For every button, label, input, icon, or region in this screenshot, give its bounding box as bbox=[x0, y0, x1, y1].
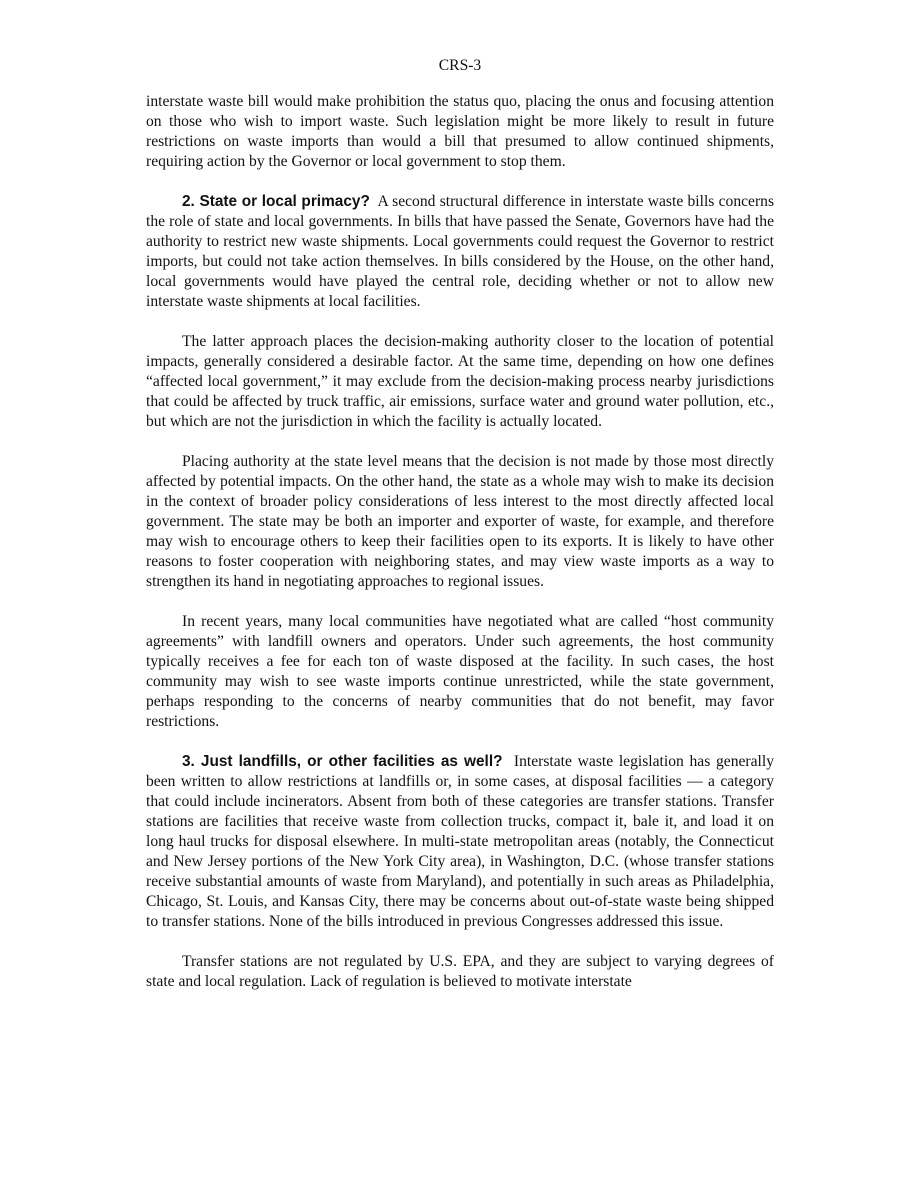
paragraph-2 bbox=[146, 192, 774, 312]
paragraph-4 bbox=[146, 452, 774, 592]
paragraph-text: Transfer stations are not regulated by U.S. EPA, and they are subject to varying degrees of state and local regulation. Lack of regulation is believed to motivate interstate bbox=[146, 953, 774, 990]
section-heading-landfills-other-facilities: 3. Just landfills, or other facilities as well? bbox=[182, 753, 503, 770]
paragraph-text: In recent years, many local communities have negotiated what are called “host community agreements” with landfill owners and operators. Under such agreements, the host community typically receives a fee for each ton of waste disposed at the facility. In such cases, the host community may wish to see waste imports continue unrestricted, while the state government, perhaps responding to the concerns of nearby communities that do not benefit, may favor restrictions. bbox=[146, 613, 774, 730]
paragraph-text: Interstate waste legislation has generally been written to allow restrictions at landfills or, in some cases, at disposal facilities — a category that could include incinerators. Absent from both of these categories are transfer stations. Transfer stations are facilities that receive waste from collection trucks, compact it, bale it, and load it on long haul trucks for disposal elsewhere. In multi-state metropolitan areas (notably, the Connecticut and New Jersey portions of the New York City area), in Washington, D.C. (whose transfer stations receive substantial amounts of waste from Maryland), and potentially in such areas as Philadelphia, Chicago, St. Louis, and Kansas City, there may be concerns about out-of-state waste being shipped to transfer stations. None of the bills introduced in previous Congresses addressed this issue. bbox=[146, 753, 775, 930]
paragraph-6 bbox=[146, 752, 774, 932]
section-heading-state-local-primacy: 2. State or local primacy? bbox=[182, 193, 370, 210]
paragraph-1 bbox=[146, 92, 774, 172]
paragraph-3 bbox=[146, 332, 774, 432]
paragraph-7 bbox=[146, 952, 774, 992]
page-header: CRS-3 bbox=[438, 57, 482, 74]
paragraph-text: A second structural difference in interstate waste bills concerns the role of state and local governments. In bills that have passed the Senate, Governors have had the authority to restrict new waste shipments. Local governments could request the Governor to restrict imports, but could not take action themselves. In bills considered by the House, on the other hand, local governments would have played the central role, deciding whether or not to allow new interstate waste shipments at local facilities. bbox=[146, 193, 775, 310]
document-page bbox=[146, 56, 774, 1012]
paragraph-5 bbox=[146, 612, 774, 732]
paragraph-text: Placing authority at the state level means that the decision is not made by those most directly affected by potential impacts. On the other hand, the state as a whole may wish to make its decision in the context of broader policy considerations of less interest to the most directly affected local government. The state may be both an importer and exporter of waste, for example, and therefore may wish to encourage others to keep their facilities open to its exports. It is likely to have other reasons to foster cooperation with neighboring states, and may view waste imports as a way to strengthen its hand in negotiating approaches to regional issues. bbox=[146, 453, 774, 590]
paragraph-text: The latter approach places the decision-making authority closer to the location of potential impacts, generally considered a desirable factor. At the same time, depending on how one defines “affected local government,” it may exclude from the decision-making process nearby jurisdictions that could be affected by truck traffic, air emissions, surface water and ground water pollution, etc., but which are not the jurisdiction in which the facility is actually located. bbox=[146, 333, 774, 430]
paragraph-text: interstate waste bill would make prohibition the status quo, placing the onus and focusing attention on those who wish to import waste. Such legislation might be more likely to result in future restrictions on waste imports than would a bill that presumed to allow continued shipments, requiring action by the Governor or local government to stop them. bbox=[146, 93, 774, 170]
